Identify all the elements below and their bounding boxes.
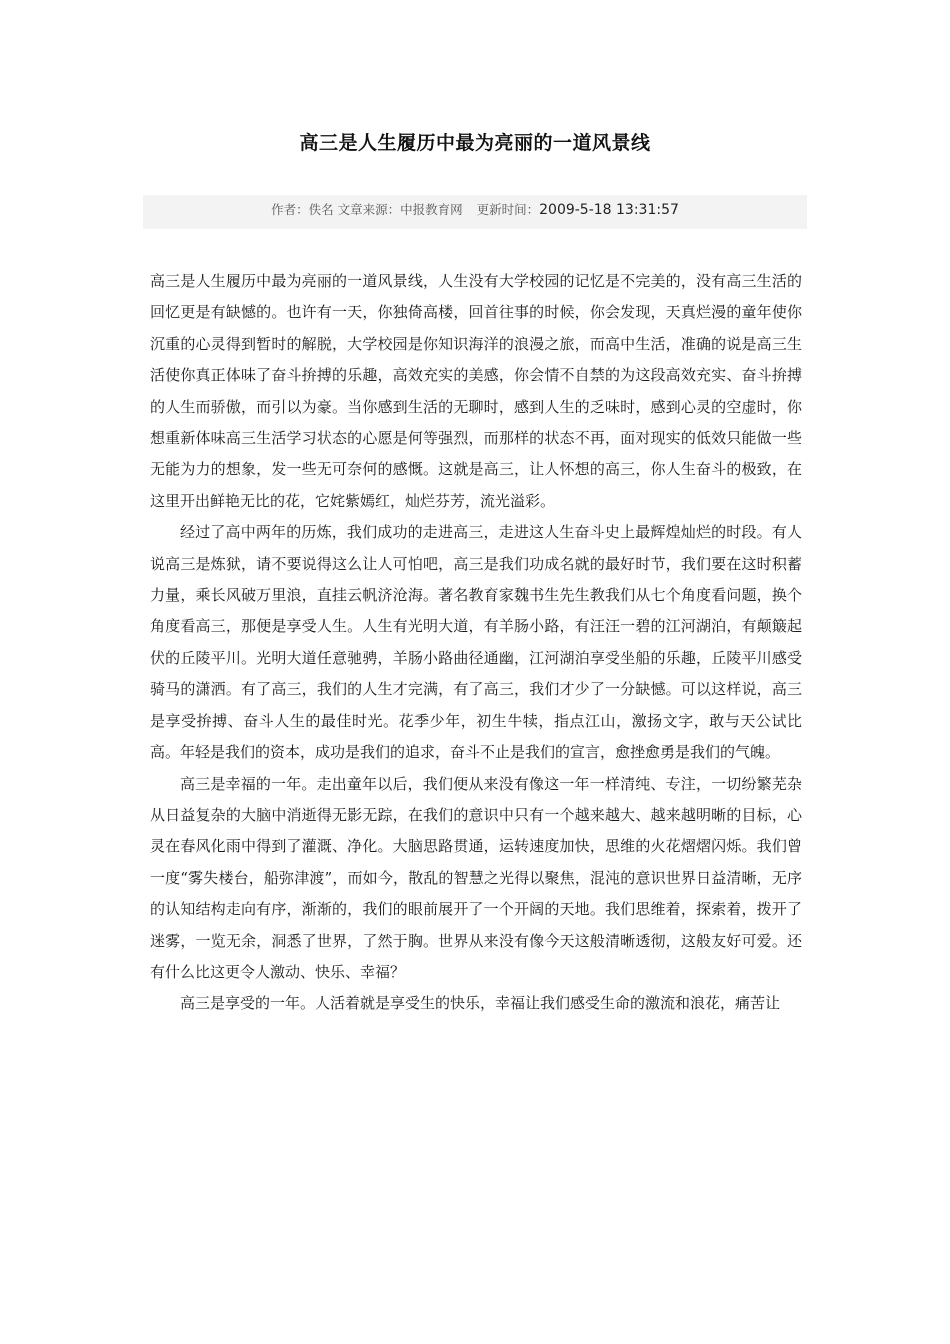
paragraph-3: 高三是幸福的一年。走出童年以后，我们便从来没有像这一年一样清纯、专注，一切纷繁芜杂从日益复杂的大脑中消逝得无影无踪，在我们的意识中只有一个越来越大、越来越明晰的目标，心灵在春风化雨中得到了灌溉、净化。大脑思路贯通，运转速度加快，思维的火花熠熠闪烁。我们曾一度“雾失楼台，船弥津渡”，而如今，散乱的智慧之光得以聚焦，混沌的意识世界日益清晰，无序的认知结构走向有序，渐渐的，我们的眼前展开了一个开阔的天地。我们思维着，探索着，拨开了迷雾，一览无余，洞悉了世界，了然于胸。世界从来没有像今天这般清晰透彻，这般友好可爱。还有什么比这更令人激动、快乐、幸福？	[150, 774, 802, 981]
paragraph-4: 高三是享受的一年。人活着就是享受生的快乐，幸福让我们感受生命的激流和浪花，痛苦让	[180, 994, 781, 1013]
paragraph-2: 经过了高中两年的历炼，我们成功的走进高三，走进这人生奋斗史上最辉煌灿烂的时段。有人说高三是炼狱，请不要说得这么让人可怕吧，高三是我们功成名就的最好时节，我们要在这时积蓄力量，乘长风破万里浪，直挂云帆济沧海。著名教育家魏书生先生教我们从七个角度看问题，换个角度看高三，那便是享受人生。人生有光明大道，有羊肠小路，有汪汪一碧的江河湖泊，有颠簸起伏的丘陵平川。光明大道任意驰骋，羊肠小路曲径通幽，江河湖泊享受坐船的乐趣，丘陵平川感受骑马的潇洒。有了高三，我们的人生才完满，有了高三，我们才少了一分缺憾。可以这样说，高三是享受拚搏、奋斗人生的最佳时光。花季少年，初生牛犊，指点江山，激扬文字，敢与天公试比高。年轻是我们的资本，成功是我们的追求，奋斗不止是我们的宣言，愈挫愈勇是我们的气魄。	[150, 523, 802, 762]
article-title: 高三是人生履历中最为亮丽的一道风景线	[299, 132, 651, 154]
article-meta-bar	[143, 195, 807, 229]
author-label: 作者：佚名	[271, 202, 334, 217]
article-body	[150, 266, 802, 1020]
updated-label: 更新时间：	[476, 202, 540, 217]
paragraph-1: 高三是人生履历中最为亮丽的一道风景线，人生没有大学校园的记忆是不完美的，没有高三生活的回忆更是有缺憾的。也许有一天，你独倚高楼，回首往事的时候，你会发现，天真烂漫的童年使你沉重的心灵得到暂时的解脱，大学校园是你知识海洋的浪漫之旅，而高中生活，准确的说是高三生活使你真正体味了奋斗拚搏的乐趣，高效充实的美感，你会情不自禁的为这段高效充实、奋斗拚搏的人生而骄傲，而引以为豪。当你感到生活的无聊时，感到人生的乏味时，感到心灵的空虚时，你想重新体味高三生活学习状态的心愿是何等强烈，而那样的状态不再，面对现实的低效只能做一些无能为力的想象，发一些无可奈何的感慨。这就是高三，让人怀想的高三，你人生奋斗的极致，在这里开出鲜艳无比的花，它姹紫嫣红，灿烂芬芳，流光溢彩。	[150, 272, 802, 510]
updated-value: 2009-5-18 13:31:57	[539, 202, 679, 218]
source-label: 文章来源：中报教育网	[337, 202, 463, 217]
